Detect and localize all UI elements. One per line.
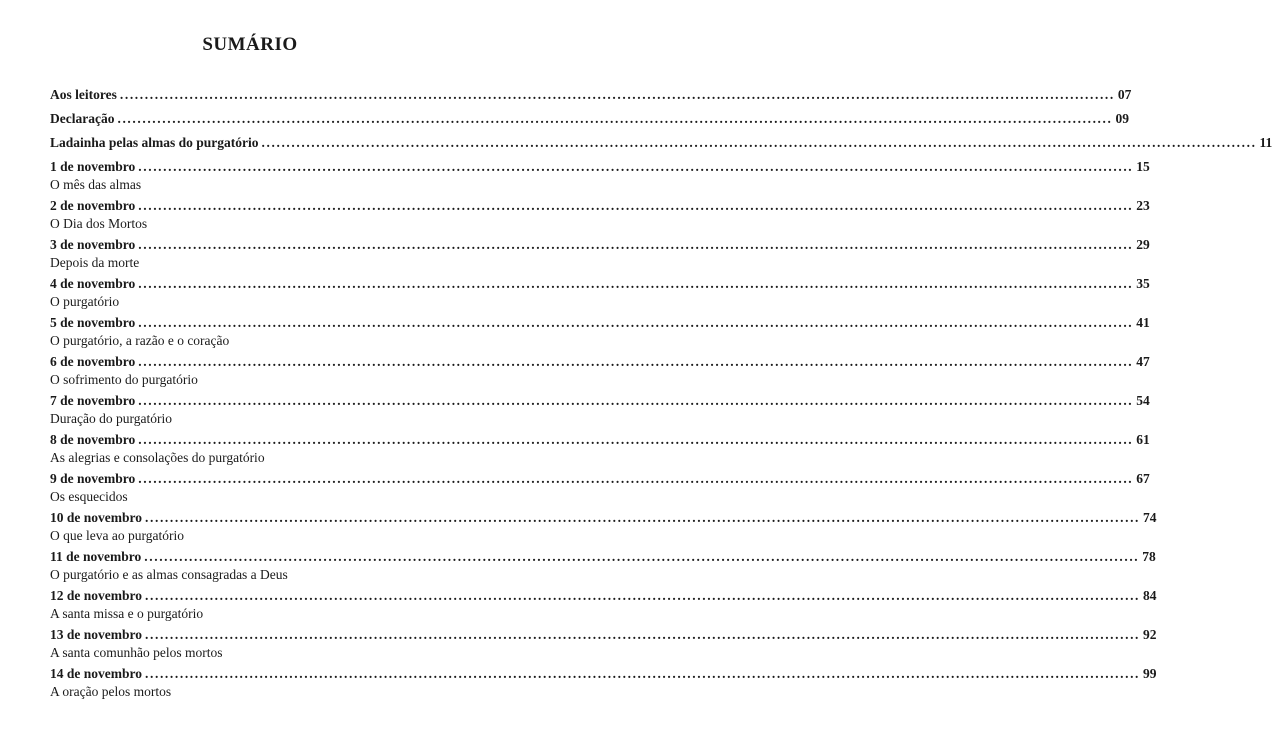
toc-entry [50,158,1150,194]
toc-entry-subtitle: A santa comunhão pelos mortos [50,645,223,660]
toc-entry-page: 99 [1143,666,1157,681]
toc-entry-subtitle: O mês das almas [50,177,142,192]
dot-leader: ........................................................................................................................................................................................................ [138,276,1134,291]
toc-entry-subtitle: As alegrias e consolações do purgatório [50,450,265,465]
dot-leader: ........................................................................................................................................................................................................ [145,588,1141,603]
page-title: SUMÁRIO [202,34,298,55]
toc-entry [50,353,1150,389]
toc-entry-label: 10 de novembro [50,510,143,525]
dot-leader: ........................................................................................................................................................................................................ [138,315,1134,330]
toc-entry-subtitle: O sofrimento do purgatório [50,372,198,387]
toc-entry [50,275,1150,311]
toc-entry-label: Aos leitores [50,87,117,102]
toc-entry-subtitle: Os esquecidos [50,489,128,504]
toc-entry-subtitle: A santa missa e o purgatório [50,606,204,621]
dot-leader: ........................................................................................................................................................................................................ [117,111,1113,126]
toc-entry-subtitle: Depois da morte [50,255,140,270]
toc-entry-subtitle: Duração do purgatório [50,411,172,426]
toc-entry-page: 41 [1136,315,1150,330]
dot-leader: ........................................................................................................................................................................................................ [145,666,1141,681]
toc-entry [50,509,1157,545]
dot-leader: ........................................................................................................................................................................................................ [138,198,1134,213]
dot-leader: ........................................................................................................................................................................................................ [138,237,1134,252]
toc-entry-page: 92 [1143,627,1157,642]
dot-leader: ........................................................................................................................................................................................................ [145,627,1141,642]
toc-entry-page: 74 [1143,510,1157,525]
toc-entry-subtitle: O purgatório, a razão e o coração [50,333,230,348]
dot-leader: ........................................................................................................................................................................................................ [138,432,1134,447]
toc-entry-label: 11 de novembro [50,549,142,564]
toc-entry [50,431,1150,467]
toc-entry-label: 12 de novembro [50,588,143,603]
toc-entry-label: 7 de novembro [50,393,136,408]
toc-entry-page: 67 [1136,471,1150,486]
toc-entry-label: 1 de novembro [50,159,136,174]
toc-entry-page: 84 [1143,588,1157,603]
toc-entry-label: 2 de novembro [50,198,136,213]
toc-entry-label: Declaração [50,111,115,126]
toc-entry-page: 09 [1115,111,1129,126]
toc-entry [50,587,1157,623]
dot-leader: ........................................................................................................................................................................................................ [138,471,1134,486]
toc-entry-label: 14 de novembro [50,666,143,681]
toc-entry-subtitle: O purgatório e as almas consagradas a Deus [50,567,288,582]
dot-leader: ........................................................................................................................................................................................................ [138,354,1134,369]
toc-entry [50,236,1150,272]
toc-entry-page: 47 [1136,354,1150,369]
toc-entry-page: 15 [1136,159,1150,174]
toc-entry-label: Ladainha pelas almas do purgatório [50,135,259,150]
toc-entry-subtitle: O Dia dos Mortos [50,216,148,231]
toc-entry-subtitle: O purgatório [50,294,120,309]
dot-leader: ........................................................................................................................................................................................................ [145,510,1141,525]
dot-leader: ........................................................................................................................................................................................................ [144,549,1140,564]
toc-entry-page: 78 [1142,549,1156,564]
toc-entry [50,665,1157,701]
dot-leader: ........................................................................................................................................................................................................ [138,393,1134,408]
top-entries [50,86,1272,152]
toc-entry [50,110,1129,128]
dot-leader: ........................................................................................................................................................................................................ [119,87,1115,102]
toc-entry-subtitle: A oração pelos mortos [50,684,172,699]
toc-entry [50,626,1157,662]
dot-leader: ........................................................................................................................................................................................................ [261,135,1257,150]
toc-entry-page: 54 [1136,393,1150,408]
toc-entry [50,392,1150,428]
toc-entry [50,470,1150,506]
toc-entry-label: 4 de novembro [50,276,136,291]
toc-entry [50,197,1150,233]
toc-entry-label: 13 de novembro [50,627,143,642]
toc-entry-subtitle: O que leva ao purgatório [50,528,184,543]
toc-entry [50,86,1132,104]
dot-leader: ........................................................................................................................................................................................................ [138,159,1134,174]
toc-entry [50,314,1150,350]
toc-entry-label: 3 de novembro [50,237,136,252]
day-entries [50,158,1157,701]
toc-entry-page: 23 [1136,198,1150,213]
toc-entry-label: 9 de novembro [50,471,136,486]
toc-entry-label: 8 de novembro [50,432,136,447]
toc-entry-page: 61 [1136,432,1150,447]
toc-entry [50,548,1156,584]
toc-entry [50,134,1272,152]
toc-entry-page: 11 [1259,135,1272,150]
toc-entry-page: 35 [1136,276,1150,291]
table-of-contents [50,86,1272,704]
toc-entry-page: 29 [1136,237,1150,252]
toc-entry-page: 07 [1117,87,1132,102]
toc-entry-label: 6 de novembro [50,354,136,369]
toc-entry-label: 5 de novembro [50,315,136,330]
